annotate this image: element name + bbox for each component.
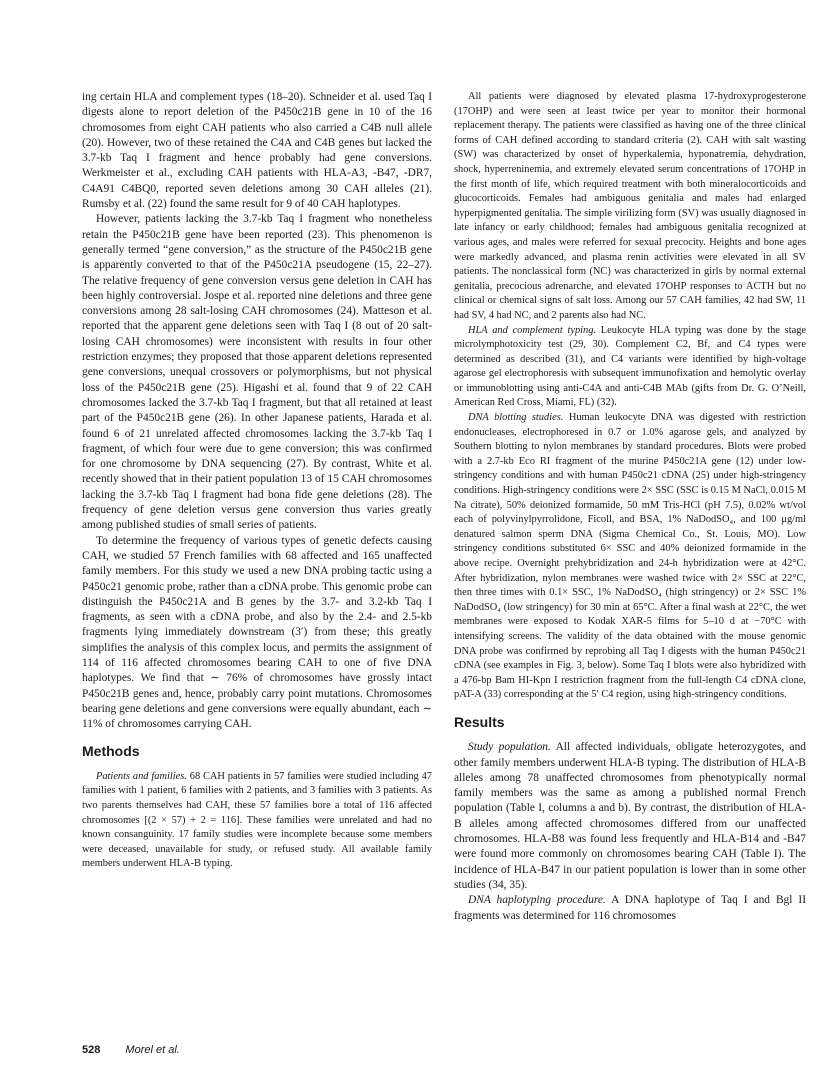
hla-runin-title: HLA and complement typing.	[468, 324, 597, 336]
dna-text: Human leukocyte DNA was digested with restriction endonucleases, electrophoresed in 0.7 or 1.0% agarose gels, and analyzed by Southern blotting to nylon membranes by standard procedures. Blots were probed with a 2.7-kb Eco RI fragment of the murine P450c21A gene (12) under low-stringency conditions and with human P450c21 cDNA (25) under high-stringency conditions. High-stringency conditions were 2× SSC (SSC is 0.15 M NaCl, 0.015 M Na citrate), 50% deionized formamide, 50 mM Tris-HCl (pH 7.5), 0.02% wt/vol each of polyvinylpyrrolidone, Ficoll, and BSA, 1% NaDodSO₄, and 100 μg/ml denatured salmon sperm DNA (Sigma Chemical Co., St. Louis, MO). Low stringency conditions substituted 6× SSC and 40% deionized formamide in the above recipe. Overnight prehybridization and 24-h hybridization were at 42°C. After hybridization, nylon membranes were washed twice with 2× SSC at 22°C, then three times with 0.1× SSC, 1% NaDodSO₄ (high stringency) or 2× SSC 1% NaDodSO₄ (low stringency) for 30 min at 65°C. After a final wash at 22°C, the wet membranes were exposed to Kodak XAR-5 films for 5–10 d at −70°C with intensifying screens. The validity of the data obtained with the mouse genomic DNA probe was confirmed by reprobing all Taq I digests with the human P450c21 cDNA (see examples in Fig. 3, below). Some Taq I blots were also hybridized with a 476-bp Bam HI-Kpn I restriction fragment from the full-length C4 cDNA clone, pAT-A (33) corresponding at the 5′ C4 region, using high-stringency conditions.	[454, 412, 806, 701]
study-aim-paragraph: To determine the frequency of various types of genetic defects causing CAH, we studied 57 French families with 68 affected and 165 unaffected family members. For this study we used a new DNA probing tactic using a P450c21 genomic probe, rather than a cDNA probe. This genomic probe can distinguish the P450c21A and B genes by the 3.7- and 3.2-kb Taq I fragments, as seen with a cDNA probe, and also by the 2.4- and 2.5-kb fragments lying immediately downstream (3′) from these; this greatly simplifies the analysis of this complex locus, and permits the assignment of 114 of 116 affected chromosomes bearing CAH to one of five DNA haplotypes. We find that ∼ 76% of chromosomes have grossly intact P450c21B genes and, hence, probably carry point mutations. Chromosomes bearing gene deletions and gene conversions were equally abundant, each ∼ 11% of chromosomes carrying CAH.	[82, 534, 432, 731]
results-heading: Results	[454, 713, 505, 730]
diagnosis-paragraph: All patients were diagnosed by elevated plasma 17-hydroxyprogesterone (17OHP) and were seen at least twice per year to monitor their hormonal replacement therapy. The patients were classified as having one of the three clinical forms of CAH defined according to standard criteria (2). CAH with salt wasting (SW) was characterized by onset of hyperkalemia, hyponatremia, dehydration, shock, hyperreninemia, and extremely elevated serum concentrations of 17OHP in the first month of life, which required treatment with both mineralocorticoids and glucocorticoids. Females had ambiguous genitalia and males had enlarged hyperpigmented genitalia. The simple virilizing form (SV) was usually diagnosed in late infancy or early childhood; females had ambiguous genitalia recognized at various ages, and males were referred for sexual precocity. Heights and bone ages were markedly advanced, and plasma renin activities were elevated in all SV patients. The nonclassical form (NC) was characterized in girls by normal external genitalia, precocious adrenarche, and elevated 17OHP responses to ACTH but no clinical or chemical signs of salt loss. Among our 57 CAH families, 42 had SW, 11 had SV, 4 had NC, and 2 parents also had NC.	[454, 91, 806, 321]
running-author: Morel et al.	[125, 1044, 180, 1056]
page-footer	[82, 1044, 180, 1056]
dna-runin-title: DNA blotting studies.	[468, 412, 564, 424]
right-column	[454, 90, 806, 924]
gene-conversion-paragraph: However, patients lacking the 3.7-kb Taq I fragment who nonetheless retain the P450c21B gene have been reported (23). This phenomenon is generally termed “gene conversion,” as the structure of the P450c21B gene is apparently converted to that of the P450c21A pseudogene (15, 22–27). The relative frequency of gene conversion versus gene deletion in CAH has been highly controversial. Jospe et al. reported nine deletions and three gene conversions among 28 salt-losing CAH chromosomes (24). Matteson et al. reported that the apparent gene deletions seen with Taq I (8 out of 20 salt-losing CAH chromosomes) were inconsistent with results in four other restriction enzymes; they proposed that those apparent deletions represented gene conversions, unequal crossovers or polymorphisms, but not physical loss of the P450c21B gene (25). Higashi et al. found that 9 of 22 CAH chromosomes lacked the 3.7-kb Taq I fragment, but that all retained at least part of the P450c21B gene (26). In other Japanese patients, Harada et al. found 6 of 21 unrelated affected chromosomes lacking the 3.7-kb Taq I fragment, of which four were due to gene conversion; this was confirmed for one chromosome by DNA sequencing (27). By contrast, White et al. recently showed that in their patient population 13 of 15 CAH chromosomes lacking the 3.7-kb Taq I fragment had bona fide gene deletions (28). The frequency of gene deletion versus gene conversion thus varies greatly among published studies of small series of patients.	[82, 213, 432, 532]
study-runin-title: Study population.	[468, 741, 551, 754]
patients-text: 68 CAH patients in 57 families were studied including 47 families with 1 patient, 6 families with 2 patients, and 3 families with 3 patients. As two parents themselves had CAH, these 57 families bore a total of 116 affected chromosomes [(2 × 57) + 2 = 116]. These families were unrelated and had no known consanguinity. 17 family studies were incomplete because some members were deceased, unavailable for study, or refused study. All available family members underwent HLA-B typing.	[82, 770, 432, 870]
intro-paragraph-continued: ing certain HLA and complement types (18–20). Schneider et al. used Taq I digests alone to report deletion of the P450c21B gene in 10 of the 16 chromosomes from eight CAH patients who also carried a C4B null allele (20). However, two of these retained the C4A and C4B genes but lacked the 3.7-kb Taq I fragment and hence probably had gene conversions. Werkmeister et al., excluding CAH patients with HLA-A3, -B47, -DR7, C4A91 C4BQ0, reported seven deletions among 30 CAH alleles (21). Rumsby et al. (22) found the same result for 9 of 40 CAH haplotypes.	[82, 91, 432, 211]
haplo-text: A DNA haplotype of Taq I and Bgl II fragments was determined for 116 chromosomes	[454, 894, 806, 922]
study-text: All affected individuals, obligate heterozygotes, and other family members underwent HLA-B typing. The distribution of HLA-B alleles among 78 unaffected chromosomes from phenotypically normal family members was the same as among a published normal French population (Table I, columns a and b). By contrast, the distribution of HLA-B alleles among affected chromosomes differed from our unaffected chromosomes. HLA-B8 was found less frequently and HLA-B14 and -B47 were found more commonly on chromosomes bearing CAH (Table I). The incidence of HLA-B47 in our patient population is lower than in some other studies (34, 35).	[454, 741, 806, 891]
patients-runin-title: Patients and families.	[96, 770, 187, 782]
methods-continued	[454, 90, 806, 703]
methods-heading: Methods	[82, 743, 140, 760]
hla-text: Leukocyte HLA typing was done by the stage microlymphotoxicity test (29, 30). Complement C2, Bf, and C4 types were determined as described (31), and C4 variants were identified by high-voltage agarose gel electrophoresis with subsequent immunofixation and hemolytic overlay or immunoblotting using anti-C4A and anti-C4B MAb (gifts from Dr. G. O’Neill, American Red Cross, Miami, FL) (32).	[454, 324, 806, 409]
haplo-runin-title: DNA haplotyping procedure.	[468, 894, 606, 907]
page-number: 528	[82, 1044, 101, 1056]
left-column	[82, 90, 432, 872]
patients-section	[82, 770, 432, 872]
